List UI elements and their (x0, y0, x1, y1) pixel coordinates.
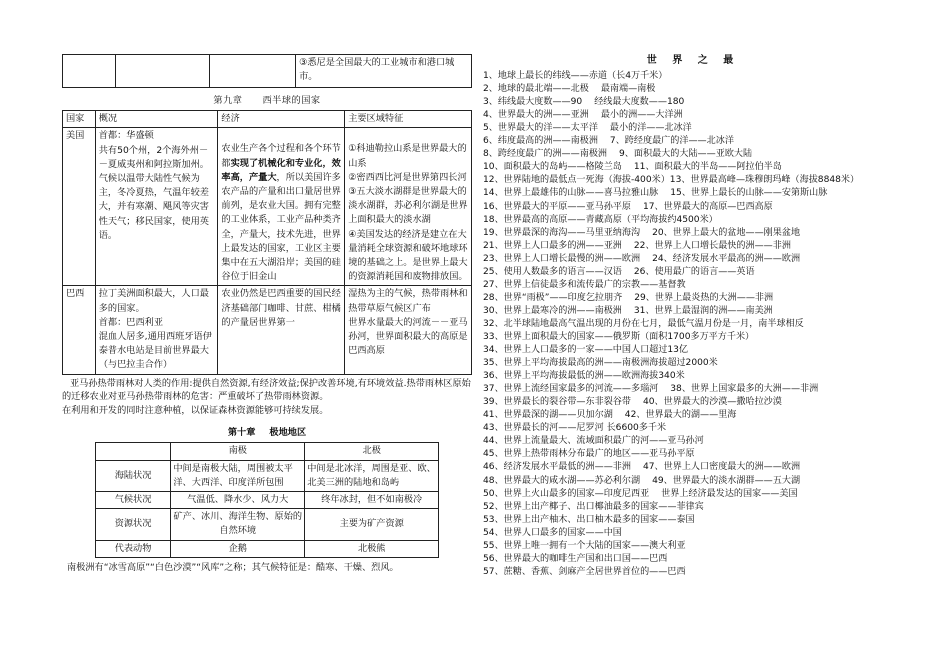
record-item: 32、北半球陆地最高气温出现的月份在七月，最低气温月份是一月，南半球相反 (483, 318, 804, 329)
header-cell: 南极 (171, 443, 305, 460)
row-label: 资源状况 (95, 509, 171, 540)
world-records-title: 世 界 之 最 (646, 55, 740, 66)
country-cell: 美国 (63, 128, 96, 286)
record-item: 23、世界上人口增长最慢的洲——欧洲 (483, 253, 641, 264)
overview-line: 混血人居多,通用西班牙语伊泰普水电站是目前世界最大（与巴拉圭合作） (98, 331, 212, 371)
world-records-list (483, 70, 903, 579)
record-item: 11、面积最大的半岛——阿拉伯半岛 (633, 162, 782, 173)
record-line (483, 109, 903, 122)
table-cell (63, 55, 116, 88)
south-cell: 矿产、冰川、海洋生物、原始的自然环境 (171, 509, 305, 540)
record-line (483, 148, 903, 161)
header-cell (95, 443, 171, 460)
record-line (483, 122, 903, 135)
record-item: 25、使用人数最多的语言——汉语 (483, 266, 622, 277)
record-item: 7、跨经度最广的洋——北冰洋 (609, 136, 734, 147)
north-cell: 北极熊 (305, 540, 439, 557)
record-line (483, 527, 903, 540)
record-line (483, 566, 903, 579)
record-item: 26、使用最广的语言——英语 (633, 266, 755, 277)
record-item: 43、世界最长的河——尼罗河 长6600多千米 (483, 423, 667, 434)
record-item: 52、世界上出产椰子、出口椰油最多的国家——菲律宾 (483, 501, 704, 512)
record-line (483, 357, 903, 370)
row-label: 代表动物 (95, 540, 171, 557)
record-item: 31、世界上最湿润的洲——南美洲 (633, 305, 773, 316)
north-cell: 终年冰封，但不如南极冷 (305, 491, 439, 508)
record-item: 36、世界上平均海拔最低的洲——欧洲海拔340米 (483, 371, 685, 382)
right-column (483, 54, 903, 579)
record-item: 19、世界最深的海沟——马里亚纳海沟 (483, 227, 641, 238)
record-item: 28、世界“雨极”——印度乞拉朋齐 (483, 292, 623, 303)
record-line (483, 331, 903, 344)
record-item: 10、面积最大的岛屿——格陵兰岛 (483, 162, 622, 173)
record-item: 最小的洋——北冰洋 (609, 123, 692, 134)
table-cell: ③悉尼是全国最大的工业城市和港口城市。 (296, 55, 472, 88)
record-line (483, 344, 903, 357)
record-line (483, 514, 903, 527)
feature-line: 世界水量最大的河流－－亚马孙河，世界面积最大的高原是巴西高原 (348, 316, 468, 357)
record-item: 最小的洲——大洋洲 (600, 110, 683, 121)
record-line (483, 161, 903, 174)
record-line (483, 553, 903, 566)
record-item: 8、跨经度最广的洲——南极洲 (483, 149, 608, 160)
record-item: 45、世界上热带雨林分布最广的地区——亚马孙平原 (483, 449, 695, 460)
south-cell: 中间是南极大陆，周围被太平洋、大西洋、印度洋所包围 (171, 460, 305, 491)
record-item: 48、世界最大的咸水湖——苏必利尔湖 (483, 475, 641, 486)
record-item: 44、世界上流量最大、流域面积最广的河——亚马孙河 (483, 436, 704, 447)
record-item: 38、世界上国家最多的大洲——非洲 (670, 384, 819, 395)
record-item: 49、世界最大的淡水湖群——五大湖 (652, 475, 801, 486)
record-item: 21、世界上人口最多的洲——亚洲 (483, 240, 622, 251)
record-item: 世界上经济最发达的国家——美国 (661, 488, 798, 499)
record-item: 2、地球的最北端——北极 (483, 84, 589, 95)
table-cell (210, 55, 296, 88)
record-item: 57、蔗糖、香蕉、剑麻产全居世界首位的——巴西 (483, 566, 686, 577)
record-item: 27、世界上信徒最多和流传最广的宗教——基督教 (483, 279, 686, 290)
north-cell: 中间是北冰洋，周围是亚、欧、北美三洲的陆地和岛屿 (305, 460, 439, 491)
feature-line: 湿热为主的气候，热带雨林和热带草原气候区广布 (348, 288, 468, 314)
record-line (483, 461, 903, 474)
feature-line: ②密西西比河是世界第四长河 (348, 171, 467, 183)
overview-cell (95, 286, 218, 374)
left-column (62, 54, 472, 575)
record-item: 55、世界上唯一拥有一个大陆的国家——澳大利亚 (483, 540, 686, 551)
header-cell: 主要区域特征 (345, 111, 472, 128)
record-line (483, 240, 903, 253)
record-line (483, 96, 903, 109)
record-line (483, 266, 903, 279)
record-item: 18、世界最高的高原——青藏高原（平均海拔约4500米） (483, 214, 718, 225)
record-item: 6、纬度最高的洲——南极洲 (483, 136, 598, 147)
overview-line: 拉丁美洲面积最大，人口最多的国家。 (98, 288, 209, 314)
record-line (483, 201, 903, 214)
record-item: 30、世界上最寒冷的洲——南极洲 (483, 305, 622, 316)
row-label: 气候状况 (95, 491, 171, 508)
record-item: 42、世界最大的湖——里海 (624, 410, 737, 421)
row-label: 海陆状况 (95, 460, 171, 491)
record-item: 经线最大度数——180 (594, 97, 685, 108)
record-item: 1、地球上最长的纬线——赤道（长4万千米） (483, 71, 668, 82)
features-cell (345, 286, 472, 374)
record-item: 20、世界上最大的盆地——刚果盆地 (652, 227, 801, 238)
chapter9-title: 西半球的国家 (262, 95, 321, 106)
polar-table (95, 442, 439, 557)
table-row-usa (63, 128, 472, 286)
chapter9-number: 第九章 (213, 95, 243, 106)
record-item: 39、世界最长的裂谷带—东非裂谷带 (483, 397, 631, 408)
record-item: 33、世界上面积最大的国家——俄罗斯（面积1700多万平方千米） (483, 331, 755, 342)
overview-cell (95, 128, 218, 286)
header-cell: 经济 (218, 111, 345, 128)
overview-line: 首都：巴西利亚 (98, 316, 164, 328)
record-line (483, 279, 903, 292)
continued-table (62, 54, 472, 88)
economy-emphasis: 实现了机械化和专业化，效率高，产量大 (221, 157, 341, 183)
chapter9-table (62, 110, 472, 374)
record-item: 34、世界上人口最多的一家——中国人口超过13亿 (483, 345, 689, 356)
table-cell (116, 55, 210, 88)
record-item: 50、世界上火山最多的国家—印度尼西亚 (483, 488, 650, 499)
record-line (483, 422, 903, 435)
south-cell: 气温低、降水少、风力大 (171, 491, 305, 508)
economy-text: ，所以美国许多农产品的产量和出口量居世界前列，是农业大国。拥有完整的工业体系，工业产品种类齐全，产量大，技术先进，世界上最发达的国家，工业区主要集中在五大湖沿岸；美国的硅谷位于旧金山 (221, 171, 341, 283)
rainforest-note: 亚马孙热带雨林对人类的作用:提供自然资源,有经济效益;保护改善环境,有环境效益.热带雨林区原始的迁移农业对亚马孙热带雨林的危害：严重破坏了热带雨林资源。 (62, 377, 471, 403)
record-item: 40、世界最大的沙漠—撒哈拉沙漠 (642, 397, 782, 408)
table-row (63, 55, 472, 88)
table-row (95, 540, 438, 557)
south-cell: 企鹅 (171, 540, 305, 557)
record-item: 41、世界最深的湖——贝加尔湖 (483, 410, 613, 421)
record-item: 24、经济发展水平最高的洲——欧洲 (652, 253, 801, 264)
record-item: 37、世界上流经国家最多的河流——多瑙河 (483, 384, 659, 395)
chapter10-title: 极地地区 (269, 427, 307, 439)
chapter9-heading (62, 94, 472, 108)
record-line (483, 540, 903, 553)
record-item: 5、世界最大的洋——太平洋 (483, 123, 598, 134)
header-cell: 国家 (63, 111, 96, 128)
header-cell: 概况 (95, 111, 218, 128)
record-line (483, 253, 903, 266)
feature-line: ③五大淡水湖群是世界最大的淡水湖群，苏必利尔湖是世界上面积最大的淡水湖 (348, 186, 468, 226)
antarctic-note: 南极洲有“冰雪高原”“白色沙漠”“风库”之称；其气候特征是：酷寒、干燥、烈风。 (67, 561, 399, 573)
record-line (483, 475, 903, 488)
economy-text: 农业生产各个过程和各个环节都 (221, 143, 341, 169)
record-line (483, 383, 903, 396)
record-line (483, 187, 903, 200)
record-item: 22、世界上人口增长最快的洲——非洲 (633, 240, 791, 251)
overview-line: 首都：华盛顿 (98, 130, 154, 142)
economy-cell: 农业仍然是巴西重要的国民经济基础部门咖啡、甘蔗、柑橘的产量居世界第一 (218, 286, 345, 374)
record-item: 47、世界上人口密度最大的洲——欧洲 (642, 462, 801, 473)
record-item: 4、世界最大的洲——亚洲 (483, 110, 589, 121)
record-item: 14、世界上最雄伟的山脉——喜马拉雅山脉 (483, 188, 659, 199)
record-line (483, 448, 903, 461)
record-item: 35、世界上平均海拔最高的洲——南极洲海拔超过2000米 (483, 358, 718, 369)
table-row (95, 460, 438, 491)
record-line (483, 292, 903, 305)
record-line (483, 396, 903, 409)
table-row (95, 491, 438, 508)
record-item: 29、世界上最炎热的大洲——非洲 (634, 292, 774, 303)
record-item: 46、经济发展水平最低的洲——非洲 (483, 462, 631, 473)
table-header-row (95, 443, 438, 460)
record-line (483, 227, 903, 240)
record-line (483, 435, 903, 448)
record-item: 9、面积最大的大陆——亚欧大陆 (619, 149, 753, 160)
feature-line: ①科迪勒拉山系是世界最大的山系 (348, 143, 467, 169)
feature-line: ④美国发达的经济是建立在大量消耗全球资源和破坏地球环境的基础之上。是世界上最大的资源消耗国和废物排放国。 (348, 228, 468, 283)
features-cell (345, 128, 472, 286)
economy-cell (218, 128, 345, 286)
country-cell: 巴西 (63, 286, 96, 374)
record-item: 12、世界陆地的最低点一死海（海拔-400米）13、世界最高峰—珠穆朗玛峰（海拔8848米） (483, 175, 860, 186)
header-cell: 北极 (305, 443, 439, 460)
record-line (483, 174, 903, 187)
record-item: 3、纬线最大度数——90 (483, 97, 583, 108)
record-item: 54、世界人口最多的国家——中国 (483, 527, 622, 538)
overview-line: 共有50个州，2个海外州－－夏威夷州和阿拉斯加州。气候以温带大陆性气候为主，冬冷夏热，气温年较差大，并有寒潮、飓风等灾害性天气；移民国家，使用英语。 (98, 144, 209, 241)
record-item: 56、世界最大的咖啡生产国和出口国——巴西 (483, 553, 668, 564)
record-item: 最南端—南极 (600, 84, 656, 95)
record-line (483, 501, 903, 514)
north-cell: 主要为矿产资源 (305, 509, 439, 540)
record-item: 16、世界最大的平原——亚马孙平原 (483, 201, 631, 212)
table-row (95, 509, 438, 540)
record-line (483, 214, 903, 227)
chapter10-number: 第十章 (227, 427, 256, 439)
record-line (483, 305, 903, 318)
record-line (483, 70, 903, 83)
record-item: 53、世界上出产柚木、出口柚木最多的国家——泰国 (483, 514, 695, 525)
development-note: 在利用和开发的同时注意种植，以保证森林资源能够可持续发展。 (62, 404, 329, 416)
record-line (483, 370, 903, 383)
table-row-brazil (63, 286, 472, 374)
table-header-row (63, 111, 472, 128)
record-line (483, 135, 903, 148)
record-item: 15、世界上最长的山脉——安第斯山脉 (670, 188, 828, 199)
record-line (483, 83, 903, 96)
record-line (483, 488, 903, 501)
record-item: 17、世界最大的高原—巴西高原 (642, 201, 773, 212)
record-line (483, 409, 903, 422)
chapter10-heading (62, 426, 472, 440)
record-line (483, 318, 903, 331)
